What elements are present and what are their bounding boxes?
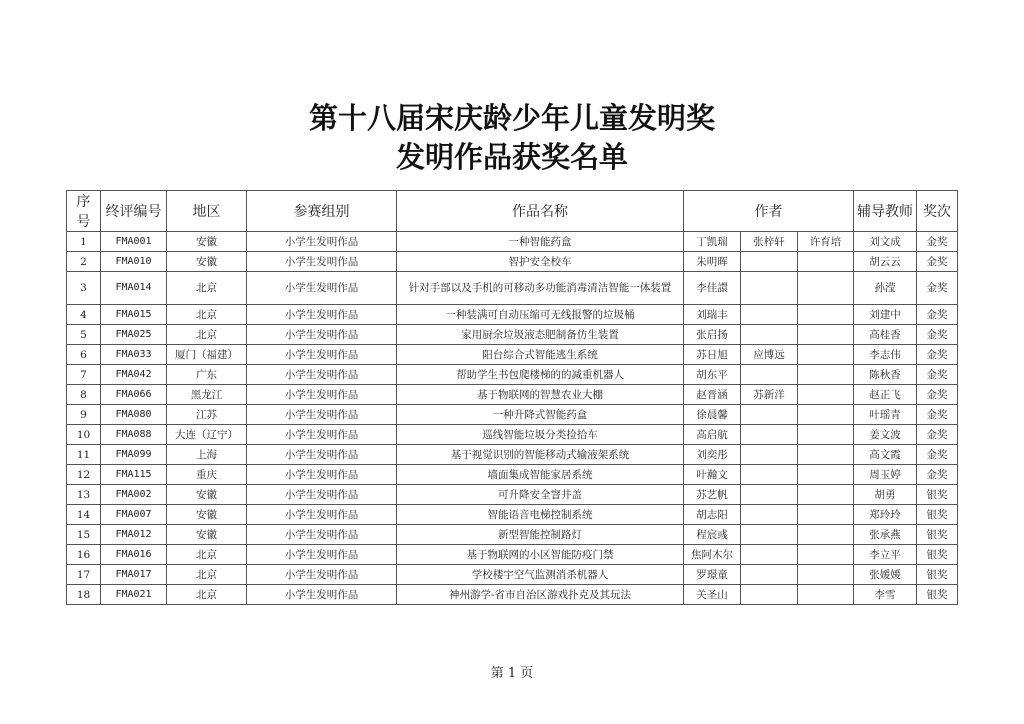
cell-group: 小学生发明作品 bbox=[247, 425, 397, 445]
header-code: 终评编号 bbox=[101, 191, 167, 232]
cell-author-2 bbox=[741, 252, 798, 272]
cell-author-2 bbox=[741, 505, 798, 525]
cell-author-3 bbox=[798, 385, 854, 405]
cell-author-3 bbox=[798, 525, 854, 545]
cell-award: 金奖 bbox=[917, 345, 958, 365]
cell-author-3 bbox=[798, 445, 854, 465]
cell-author-2 bbox=[741, 525, 798, 545]
cell-teacher: 周玉婷 bbox=[854, 465, 917, 485]
cell-author-2 bbox=[741, 585, 798, 605]
cell-region: 安徽 bbox=[167, 525, 247, 545]
cell-author-3 bbox=[798, 485, 854, 505]
cell-award: 银奖 bbox=[917, 585, 958, 605]
cell-author-1: 赵晋涵 bbox=[684, 385, 741, 405]
cell-author-3 bbox=[798, 565, 854, 585]
cell-work: 基于物联网的智慧农业大棚 bbox=[397, 385, 684, 405]
cell-author-3 bbox=[798, 465, 854, 485]
cell-no: 3 bbox=[67, 272, 101, 305]
header-work: 作品名称 bbox=[397, 191, 684, 232]
table-row bbox=[67, 272, 958, 305]
cell-no: 9 bbox=[67, 405, 101, 425]
cell-group: 小学生发明作品 bbox=[247, 252, 397, 272]
cell-award: 银奖 bbox=[917, 565, 958, 585]
cell-work: 针对手部以及手机的可移动多功能消毒清洁智能一体装置 bbox=[397, 272, 684, 305]
cell-code: FMA080 bbox=[101, 405, 167, 425]
cell-author-2 bbox=[741, 365, 798, 385]
cell-author-1: 张启扬 bbox=[684, 325, 741, 345]
table-row bbox=[67, 232, 958, 252]
cell-author-3 bbox=[798, 585, 854, 605]
cell-teacher: 叶瑶青 bbox=[854, 405, 917, 425]
table-row bbox=[67, 425, 958, 445]
cell-group: 小学生发明作品 bbox=[247, 365, 397, 385]
cell-work: 巡线智能垃圾分类捡拾车 bbox=[397, 425, 684, 445]
cell-region: 厦门（福建） bbox=[167, 345, 247, 365]
cell-author-2 bbox=[741, 325, 798, 345]
cell-group: 小学生发明作品 bbox=[247, 305, 397, 325]
cell-work: 一种升降式智能药盒 bbox=[397, 405, 684, 425]
table-row bbox=[67, 345, 958, 365]
cell-teacher: 陈秋香 bbox=[854, 365, 917, 385]
cell-group: 小学生发明作品 bbox=[247, 485, 397, 505]
cell-award: 金奖 bbox=[917, 272, 958, 305]
cell-group: 小学生发明作品 bbox=[247, 565, 397, 585]
cell-region: 北京 bbox=[167, 545, 247, 565]
cell-award: 银奖 bbox=[917, 485, 958, 505]
cell-work: 学校楼宇空气监测消杀机器人 bbox=[397, 565, 684, 585]
cell-author-1: 苏艺帆 bbox=[684, 485, 741, 505]
cell-teacher: 姜文波 bbox=[854, 425, 917, 445]
cell-author-3 bbox=[798, 272, 854, 305]
cell-code: FMA014 bbox=[101, 272, 167, 305]
cell-author-3 bbox=[798, 252, 854, 272]
cell-code: FMA088 bbox=[101, 425, 167, 445]
cell-no: 14 bbox=[67, 505, 101, 525]
table-row bbox=[67, 585, 958, 605]
cell-no: 15 bbox=[67, 525, 101, 545]
header-award: 奖次 bbox=[917, 191, 958, 232]
document-title: 第十八届宋庆龄少年儿童发明奖 bbox=[308, 101, 715, 135]
cell-code: FMA021 bbox=[101, 585, 167, 605]
cell-region: 广东 bbox=[167, 365, 247, 385]
cell-region: 黑龙江 bbox=[167, 385, 247, 405]
cell-author-1: 罗璟童 bbox=[684, 565, 741, 585]
cell-code: FMA016 bbox=[101, 545, 167, 565]
table-row bbox=[67, 465, 958, 485]
cell-group: 小学生发明作品 bbox=[247, 325, 397, 345]
cell-group: 小学生发明作品 bbox=[247, 232, 397, 252]
cell-group: 小学生发明作品 bbox=[247, 505, 397, 525]
cell-region: 安徽 bbox=[167, 485, 247, 505]
cell-code: FMA002 bbox=[101, 485, 167, 505]
cell-code: FMA042 bbox=[101, 365, 167, 385]
header-no: 序号 bbox=[67, 191, 101, 232]
cell-author-3 bbox=[798, 505, 854, 525]
cell-no: 12 bbox=[67, 465, 101, 485]
cell-group: 小学生发明作品 bbox=[247, 525, 397, 545]
header-region: 地区 bbox=[167, 191, 247, 232]
cell-author-2 bbox=[741, 485, 798, 505]
table-row bbox=[67, 385, 958, 405]
cell-group: 小学生发明作品 bbox=[247, 405, 397, 425]
cell-teacher: 高桂香 bbox=[854, 325, 917, 345]
cell-award: 金奖 bbox=[917, 325, 958, 345]
cell-group: 小学生发明作品 bbox=[247, 585, 397, 605]
table-row bbox=[67, 505, 958, 525]
cell-author-3 bbox=[798, 345, 854, 365]
table-row bbox=[67, 325, 958, 345]
cell-award: 金奖 bbox=[917, 405, 958, 425]
cell-region: 北京 bbox=[167, 325, 247, 345]
cell-author-1: 丁凯瑞 bbox=[684, 232, 741, 252]
cell-group: 小学生发明作品 bbox=[247, 385, 397, 405]
cell-teacher: 郑玲玲 bbox=[854, 505, 917, 525]
page-number: 第 1 页 bbox=[490, 666, 534, 681]
cell-award: 金奖 bbox=[917, 365, 958, 385]
cell-author-1: 叶瀚文 bbox=[684, 465, 741, 485]
cell-award: 金奖 bbox=[917, 305, 958, 325]
cell-code: FMA025 bbox=[101, 325, 167, 345]
cell-work: 基于物联网的小区智能防疫门禁 bbox=[397, 545, 684, 565]
cell-group: 小学生发明作品 bbox=[247, 465, 397, 485]
cell-work: 神州游学-省市自治区游戏扑克及其玩法 bbox=[397, 585, 684, 605]
cell-author-1: 朱明晖 bbox=[684, 252, 741, 272]
cell-region: 北京 bbox=[167, 585, 247, 605]
cell-no: 8 bbox=[67, 385, 101, 405]
cell-author-1: 高启航 bbox=[684, 425, 741, 445]
cell-region: 江苏 bbox=[167, 405, 247, 425]
cell-no: 1 bbox=[67, 232, 101, 252]
cell-group: 小学生发明作品 bbox=[247, 345, 397, 365]
cell-work: 基于视觉识别的智能移动式输液架系统 bbox=[397, 445, 684, 465]
cell-award: 银奖 bbox=[917, 525, 958, 545]
cell-code: FMA033 bbox=[101, 345, 167, 365]
cell-author-2 bbox=[741, 425, 798, 445]
cell-author-1: 焦阿木尔 bbox=[684, 545, 741, 565]
cell-author-3 bbox=[798, 405, 854, 425]
header-teacher: 辅导教师 bbox=[854, 191, 917, 232]
cell-code: FMA012 bbox=[101, 525, 167, 545]
cell-no: 5 bbox=[67, 325, 101, 345]
cell-region: 北京 bbox=[167, 272, 247, 305]
cell-code: FMA015 bbox=[101, 305, 167, 325]
cell-author-2: 苏新洋 bbox=[741, 385, 798, 405]
cell-award: 金奖 bbox=[917, 232, 958, 252]
cell-author-3 bbox=[798, 365, 854, 385]
cell-group: 小学生发明作品 bbox=[247, 445, 397, 465]
table-row bbox=[67, 485, 958, 505]
cell-award: 金奖 bbox=[917, 385, 958, 405]
cell-work: 一种智能药盒 bbox=[397, 232, 684, 252]
cell-teacher: 胡云云 bbox=[854, 252, 917, 272]
cell-teacher: 刘文成 bbox=[854, 232, 917, 252]
table-body bbox=[67, 232, 958, 605]
cell-work: 智能语音电梯控制系统 bbox=[397, 505, 684, 525]
cell-code: FMA066 bbox=[101, 385, 167, 405]
cell-region: 北京 bbox=[167, 305, 247, 325]
cell-work: 新型智能控制路灯 bbox=[397, 525, 684, 545]
table-row bbox=[67, 565, 958, 585]
cell-author-1: 徐晨馨 bbox=[684, 405, 741, 425]
cell-author-1: 刘奕彤 bbox=[684, 445, 741, 465]
cell-author-1: 程宸彧 bbox=[684, 525, 741, 545]
cell-author-2 bbox=[741, 445, 798, 465]
cell-author-3 bbox=[798, 545, 854, 565]
cell-no: 10 bbox=[67, 425, 101, 445]
cell-code: FMA017 bbox=[101, 565, 167, 585]
cell-teacher: 赵正飞 bbox=[854, 385, 917, 405]
cell-code: FMA115 bbox=[101, 465, 167, 485]
table-row bbox=[67, 545, 958, 565]
cell-code: FMA010 bbox=[101, 252, 167, 272]
cell-teacher: 孙滢 bbox=[854, 272, 917, 305]
cell-work: 家用厨余垃圾液态肥制备仿生装置 bbox=[397, 325, 684, 345]
cell-author-3: 许育培 bbox=[798, 232, 854, 252]
cell-author-1: 胡志阳 bbox=[684, 505, 741, 525]
cell-author-1: 苏日旭 bbox=[684, 345, 741, 365]
cell-no: 16 bbox=[67, 545, 101, 565]
cell-award: 金奖 bbox=[917, 465, 958, 485]
cell-author-2 bbox=[741, 565, 798, 585]
cell-author-2: 张梓轩 bbox=[741, 232, 798, 252]
cell-teacher: 高文霞 bbox=[854, 445, 917, 465]
cell-author-2 bbox=[741, 545, 798, 565]
cell-region: 北京 bbox=[167, 565, 247, 585]
cell-no: 18 bbox=[67, 585, 101, 605]
table-row bbox=[67, 305, 958, 325]
cell-author-1: 刘瑞丰 bbox=[684, 305, 741, 325]
cell-author-3 bbox=[798, 425, 854, 445]
cell-author-3 bbox=[798, 305, 854, 325]
table-header-row bbox=[67, 191, 958, 232]
table-row bbox=[67, 252, 958, 272]
cell-work: 阳台综合式智能逃生系统 bbox=[397, 345, 684, 365]
table-row bbox=[67, 525, 958, 545]
cell-region: 上海 bbox=[167, 445, 247, 465]
cell-teacher: 李志伟 bbox=[854, 345, 917, 365]
cell-award: 金奖 bbox=[917, 445, 958, 465]
table-row bbox=[67, 365, 958, 385]
cell-code: FMA099 bbox=[101, 445, 167, 465]
cell-code: FMA007 bbox=[101, 505, 167, 525]
cell-author-2: 应博远 bbox=[741, 345, 798, 365]
cell-teacher: 张媛媛 bbox=[854, 565, 917, 585]
cell-author-3 bbox=[798, 325, 854, 345]
awards-table bbox=[66, 190, 958, 605]
cell-no: 11 bbox=[67, 445, 101, 465]
cell-author-1: 关圣山 bbox=[684, 585, 741, 605]
cell-no: 7 bbox=[67, 365, 101, 385]
cell-award: 金奖 bbox=[917, 425, 958, 445]
cell-region: 安徽 bbox=[167, 232, 247, 252]
table-row bbox=[67, 405, 958, 425]
table-row bbox=[67, 445, 958, 465]
cell-author-2 bbox=[741, 405, 798, 425]
cell-region: 重庆 bbox=[167, 465, 247, 485]
cell-no: 4 bbox=[67, 305, 101, 325]
cell-work: 一种装满可自动压缩可无线报警的垃圾桶 bbox=[397, 305, 684, 325]
cell-teacher: 刘建中 bbox=[854, 305, 917, 325]
header-author: 作者 bbox=[684, 191, 854, 232]
cell-work: 帮助学生书包爬楼梯的的减重机器人 bbox=[397, 365, 684, 385]
cell-teacher: 张承燕 bbox=[854, 525, 917, 545]
cell-work: 智护安全校车 bbox=[397, 252, 684, 272]
cell-teacher: 李雪 bbox=[854, 585, 917, 605]
cell-no: 17 bbox=[67, 565, 101, 585]
cell-author-2 bbox=[741, 305, 798, 325]
cell-award: 银奖 bbox=[917, 545, 958, 565]
document-subtitle: 发明作品获奖名单 bbox=[395, 140, 628, 174]
cell-region: 大连（辽宁） bbox=[167, 425, 247, 445]
cell-author-2 bbox=[741, 272, 798, 305]
cell-code: FMA001 bbox=[101, 232, 167, 252]
cell-teacher: 胡勇 bbox=[854, 485, 917, 505]
cell-author-2 bbox=[741, 465, 798, 485]
cell-group: 小学生发明作品 bbox=[247, 545, 397, 565]
cell-author-1: 胡东平 bbox=[684, 365, 741, 385]
cell-award: 金奖 bbox=[917, 252, 958, 272]
cell-teacher: 李立平 bbox=[854, 545, 917, 565]
cell-work: 可升降安全窨井盖 bbox=[397, 485, 684, 505]
cell-award: 银奖 bbox=[917, 505, 958, 525]
cell-no: 6 bbox=[67, 345, 101, 365]
cell-work: 墙面集成智能家居系统 bbox=[397, 465, 684, 485]
header-group: 参赛组别 bbox=[247, 191, 397, 232]
cell-no: 2 bbox=[67, 252, 101, 272]
cell-group: 小学生发明作品 bbox=[247, 272, 397, 305]
cell-region: 安徽 bbox=[167, 505, 247, 525]
cell-author-1: 李佳譞 bbox=[684, 272, 741, 305]
cell-region: 安徽 bbox=[167, 252, 247, 272]
cell-no: 13 bbox=[67, 485, 101, 505]
